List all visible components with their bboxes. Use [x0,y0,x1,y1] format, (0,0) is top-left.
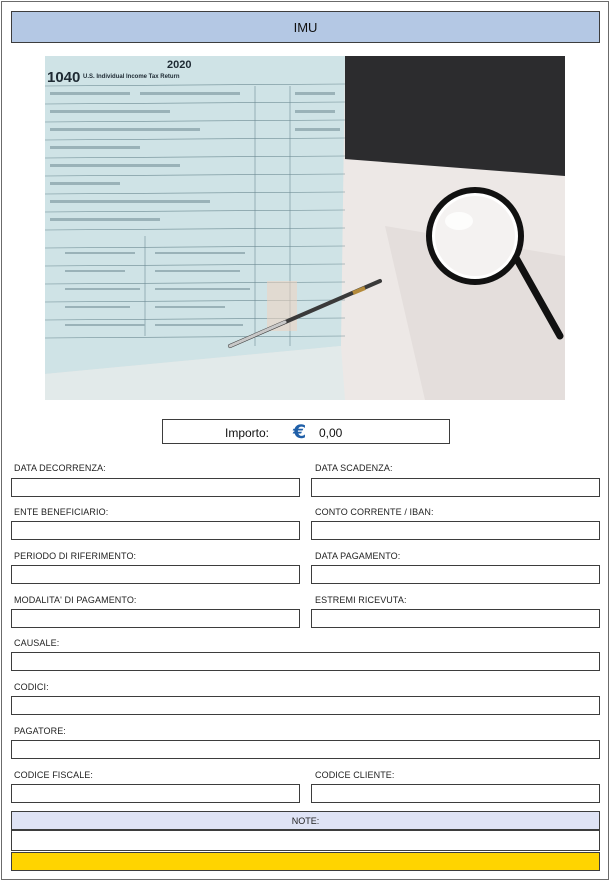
pagatore-label: PAGATORE: [14,726,66,736]
amount-label: Importo: [225,426,270,440]
pagatore-field[interactable] [11,740,600,759]
amount-box [162,419,450,444]
periodo-riferimento-field[interactable] [11,565,300,584]
page-title [11,11,600,43]
codice-fiscale-field[interactable] [11,784,300,803]
data-pagamento-field[interactable] [311,565,600,584]
tax-form-photo [45,56,565,400]
data-pagamento-label: DATA PAGAMENTO: [315,551,401,561]
codice-cliente-field[interactable] [311,784,600,803]
conto-corrente-field[interactable] [311,521,600,540]
modalita-pagamento-label: MODALITA' DI PAGAMENTO: [14,595,137,605]
periodo-riferimento-label: PERIODO DI RIFERIMENTO: [14,551,137,561]
codice-fiscale-label: CODICE FISCALE: [14,770,94,780]
modalita-pagamento-field[interactable] [11,609,300,628]
euro-icon: € [293,421,307,443]
conto-corrente-label: CONTO CORRENTE / IBAN: [315,507,434,517]
page-title-text: IMU [293,19,318,35]
data-decorrenza-field[interactable] [11,478,300,497]
codice-cliente-label: CODICE CLIENTE: [315,770,395,780]
ente-beneficiario-field[interactable] [11,521,300,540]
estremi-ricevuta-label: ESTREMI RICEVUTA: [315,595,407,605]
amount-value[interactable]: 0,00 [319,426,343,440]
tax-form-illustration [45,56,565,400]
causale-field[interactable] [11,652,600,671]
notes-label: NOTE: [291,815,320,826]
notes-header [11,811,600,830]
codici-label: CODICI: [14,682,49,692]
codici-field[interactable] [11,696,600,715]
notes-field[interactable] [11,830,600,851]
causale-label: CAUSALE: [14,638,60,648]
ente-beneficiario-label: ENTE BENEFICIARIO: [14,507,109,517]
estremi-ricevuta-field[interactable] [311,609,600,628]
footer-bar [11,852,600,871]
form-number: 1040 [47,69,81,86]
data-scadenza-label: DATA SCADENZA: [315,463,393,473]
form-year: 2020 [167,59,192,71]
data-decorrenza-label: DATA DECORRENZA: [14,463,106,473]
form-title: U.S. Individual Income Tax Return [83,74,180,80]
data-scadenza-field[interactable] [311,478,600,497]
